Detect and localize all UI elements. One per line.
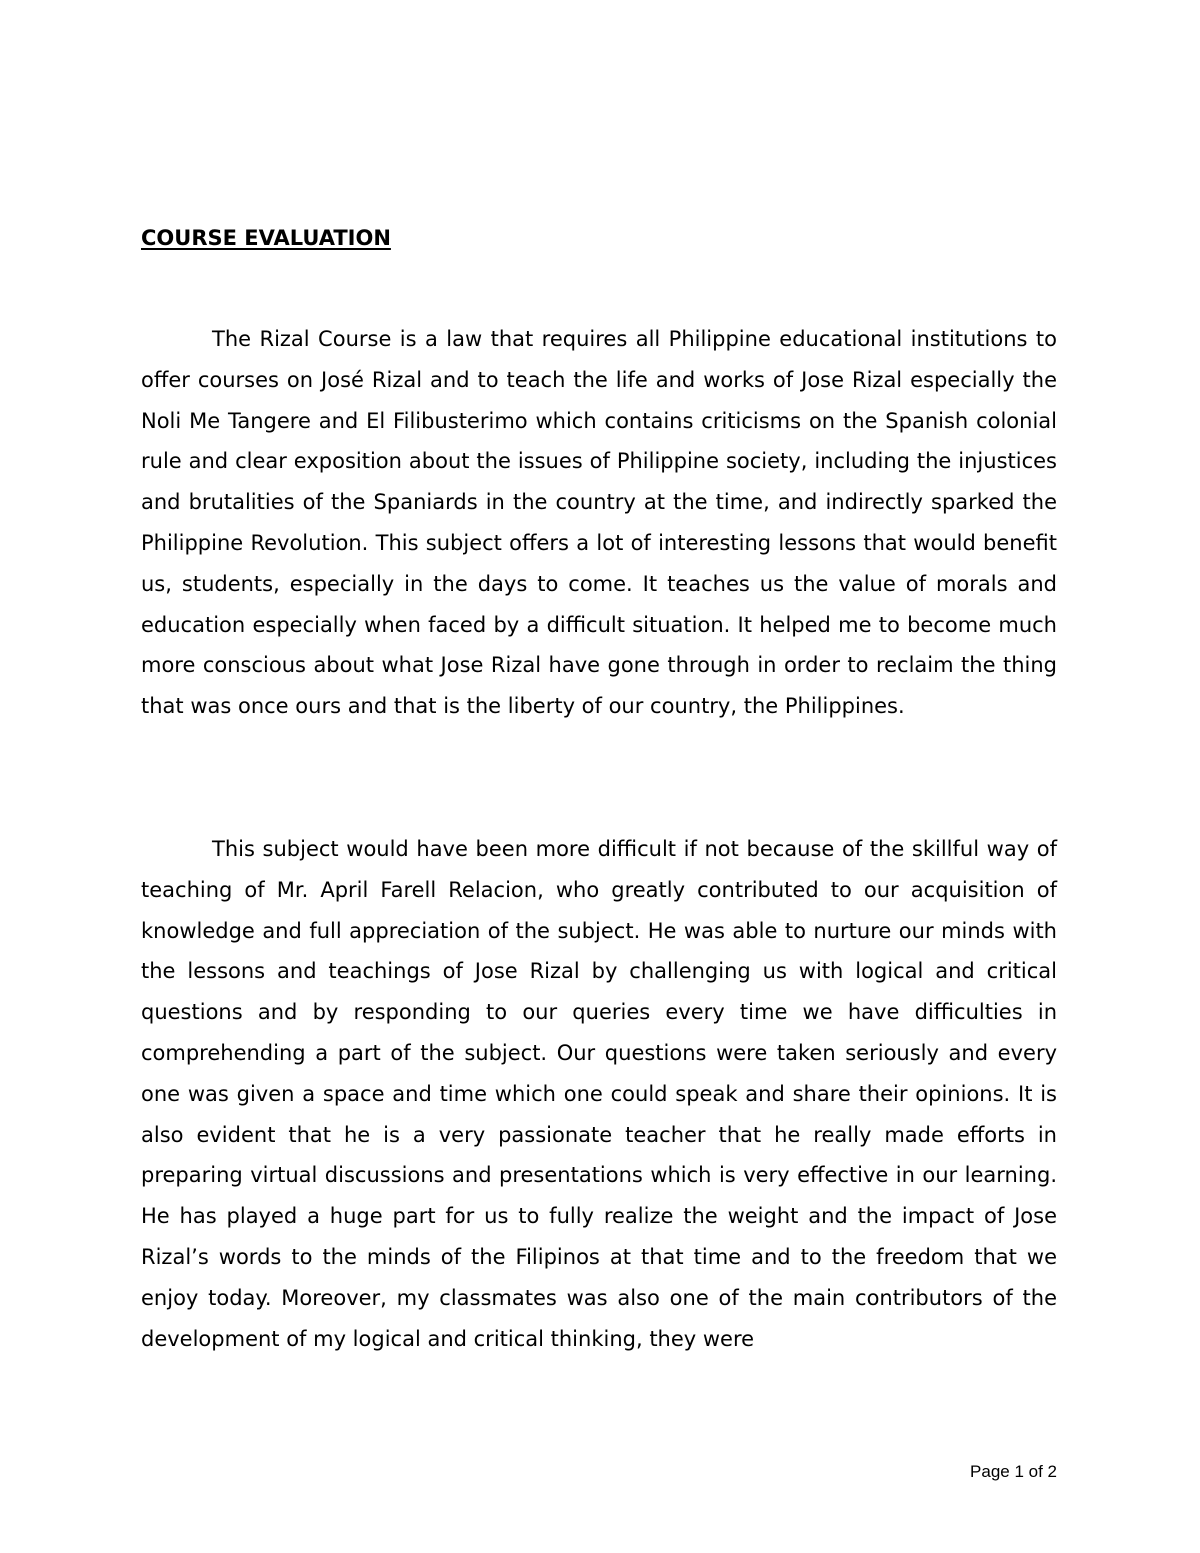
paragraph-2: This subject would have been more difficult if not because of the skillful way of teaching of Mr. April Farell Relacion, who greatly contributed to our acquisition of knowledge and full appreciation of the subject. He was able to nurture our minds with the lessons and teachings of Jose Rizal by challenging us with logical and critical questions and by responding to our queries every time we have difficulties in comprehending a part of the subject. Our questions were taken seriously and every one was given a space and time which one could speak and share their opinions. It is also evident that he is a very passionate teacher that he really made efforts in preparing virtual discussions and presentations which is very effective in our learning. He has played a huge part for us to fully realize the weight and the impact of Jose Rizal’s words to the minds of the Filipinos at that time and to the freedom that we enjoy today. Moreover, my classmates was also one of the main contributors of the development of my logical and critical thinking, they were [141, 837, 1057, 1351]
page-number: Page 1 of 2 [970, 1462, 1057, 1481]
paragraph-1: The Rizal Course is a law that requires all Philippine educational institutions to offer courses on José Rizal and to teach the life and works of Jose Rizal especially the Noli Me Tangere and El Filibusterimo which contains criticisms on the Spanish colonial rule and clear exposition about the issues of Philippine society, including the injustices and brutalities of the Spaniards in the country at the time, and indirectly sparked the Philippine Revolution. This subject offers a lot of interesting lessons that would benefit us, students, especially in the days to come. It teaches us the value of morals and education especially when faced by a difficult situation. It helped me to become much more conscious about what Jose Rizal have gone through in order to reclaim the thing that was once ours and that is the liberty of our country, the Philippines. [141, 327, 1057, 719]
document-title: COURSE EVALUATION [141, 226, 391, 250]
